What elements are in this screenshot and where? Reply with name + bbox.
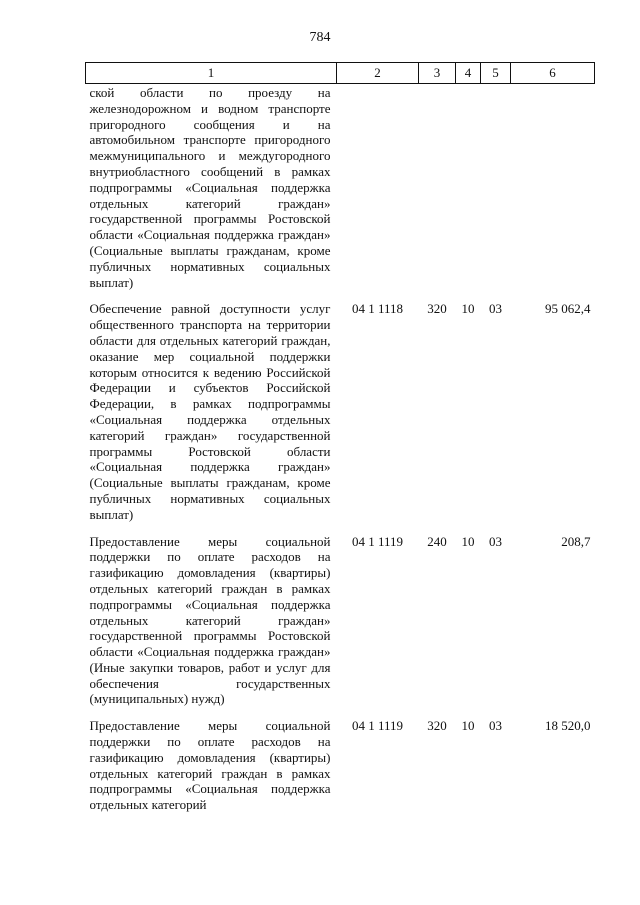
header-col-2: 2	[337, 63, 419, 84]
row-description: Предоставление меры социальной поддержки по оплате расходов на газификацию домовладения (квартиры) отдельных категорий граждан в рамках подпрограммы «Социальная поддержка отдельных категорий	[89, 718, 331, 813]
header-col-6: 6	[511, 63, 595, 84]
row-description: ской области по проезду на железнодорожном и водном транспорте пригородного сообщения и на автомобильном транспорте пригородного межмуниципального и междугородного внутриобластного сообщений в рамках подпрограммы «Социальная поддержка отдельных категорий граждан» государственной программы Ростовской области «Социальная поддержка граждан» (Социальные выплаты гражданам, кроме публичных нормативных социальных выплат)	[89, 85, 331, 290]
row-description: Предоставление меры социальной поддержки по оплате расходов на газификацию домовладения (квартиры) отдельных категорий граждан в рамках подпрограммы «Социальная поддержка отдельных категорий граждан» государственной программы Ростовской области «Социальная поддержка граждан» (Иные закупки товаров, работ и услуг для обеспечения государственных (муниципальных) нужд)	[89, 533, 331, 707]
row-amount: 208,7	[561, 533, 591, 549]
row-subsection: 03	[489, 718, 502, 734]
table-row	[86, 301, 595, 533]
header-col-3: 3	[419, 63, 456, 84]
page-number: 784	[309, 30, 331, 45]
budget-table	[85, 62, 595, 813]
row-description: Обеспечение равной доступности услуг общественного транспорта на территории области для отдельных категорий граждан, оказание мер социальной поддержки которым относится к ведению Российской Федерации и субъектов Российской Федерации, в рамках подпрограммы «Социальная поддержка отдельных категорий граждан» государственной программы Ростовской области «Социальная поддержка граждан» (Социальные выплаты гражданам, кроме публичных нормативных социальных выплат)	[89, 301, 331, 522]
row-amount: 18 520,0	[545, 718, 591, 734]
row-expense-type: 240	[427, 533, 447, 549]
row-expense-type: 320	[427, 301, 447, 317]
row-expense-type: 320	[427, 718, 447, 734]
row-target-code	[337, 84, 419, 302]
row-amount	[511, 84, 595, 302]
row-section: 10	[461, 533, 475, 549]
table-row	[86, 718, 595, 813]
row-target-code: 04 1 1119	[351, 533, 404, 549]
row-amount: 95 062,4	[545, 301, 591, 317]
row-target-code: 04 1 1119	[351, 718, 404, 734]
header-col-4: 4	[456, 63, 481, 84]
header-col-1: 1	[86, 63, 337, 84]
table-row	[86, 534, 595, 719]
row-section: 10	[461, 301, 475, 317]
row-subsection: 03	[489, 533, 502, 549]
header-col-5: 5	[481, 63, 511, 84]
row-expense-type	[419, 84, 456, 302]
row-section	[456, 84, 481, 302]
row-target-code: 04 1 1118	[351, 301, 404, 317]
table-header-row	[86, 63, 595, 84]
row-section: 10	[461, 718, 475, 734]
table-row	[86, 84, 595, 302]
row-subsection	[481, 84, 511, 302]
row-subsection: 03	[489, 301, 502, 317]
